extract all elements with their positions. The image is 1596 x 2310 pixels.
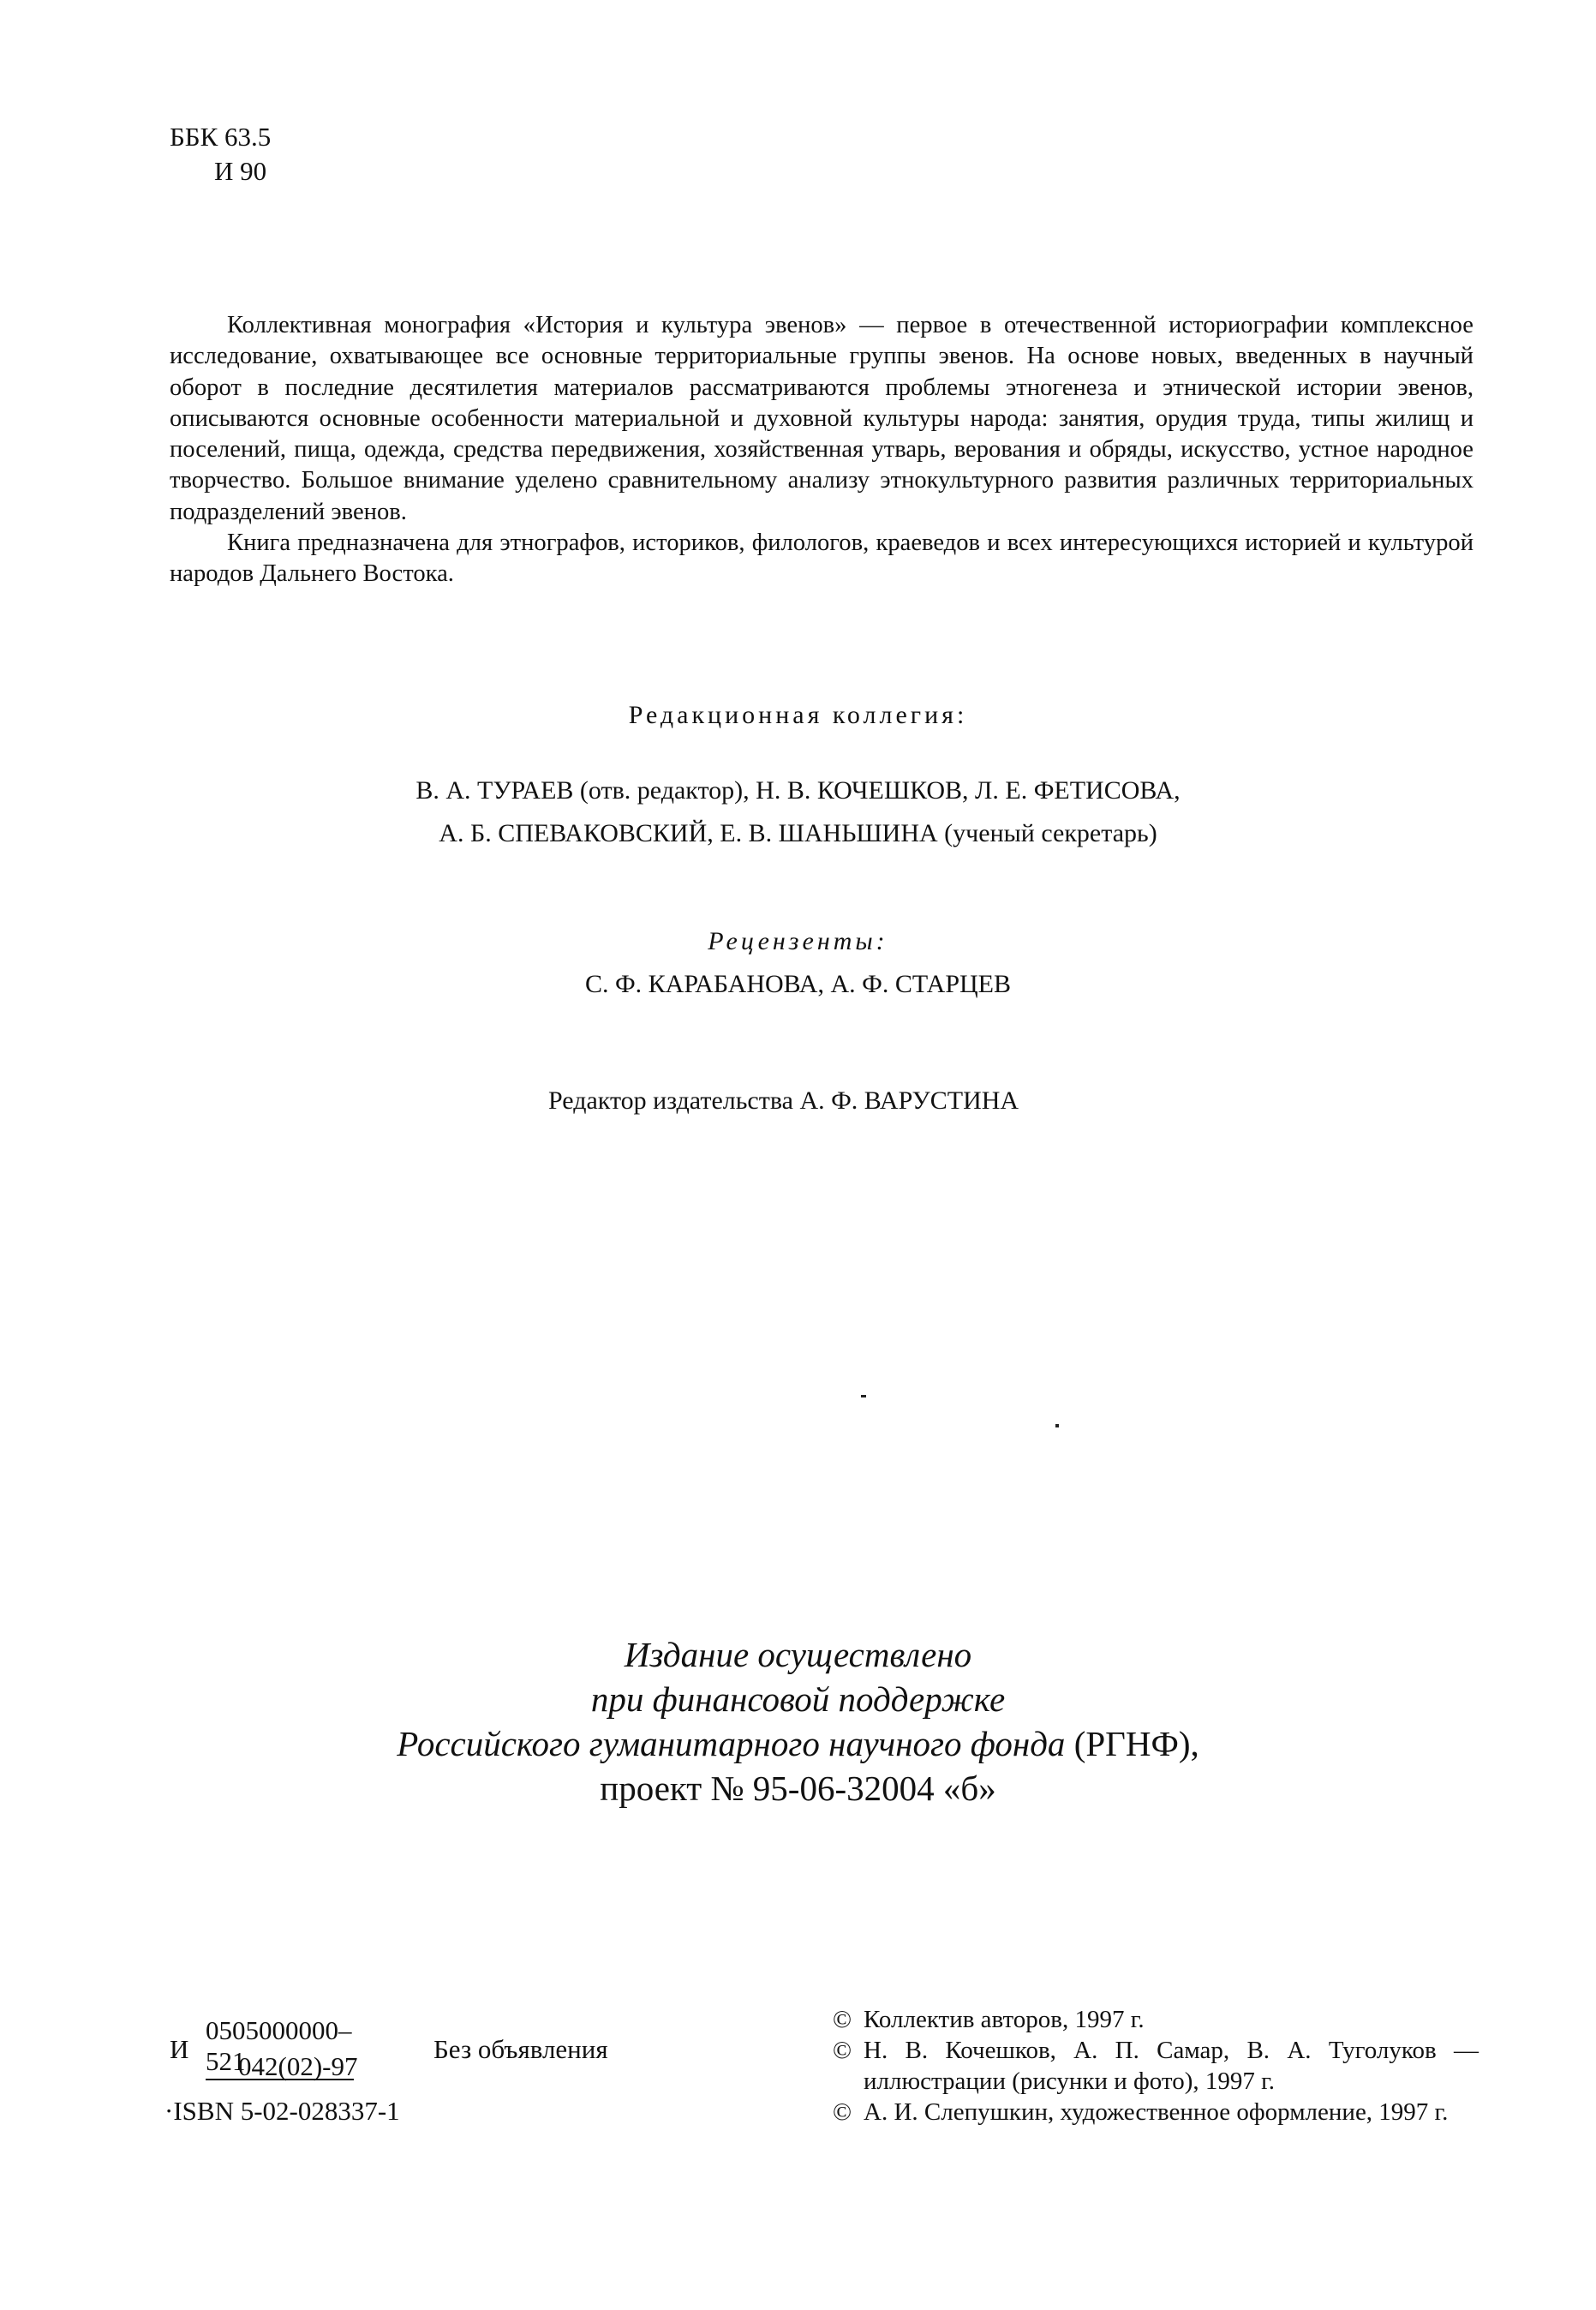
catalog-index-numerator: 0505000000–521 [206,2015,354,2080]
author-mark: И 90 [214,156,267,186]
isbn: ·ISBN 5-02-028337-1 [164,2096,400,2126]
copyright-text: Коллектив авторов, 1997 г. [864,2006,1145,2033]
catalog-index-denominator: 042(02)-97 [238,2051,358,2081]
abstract-paragraph-2: Книга предназначена для этнографов, историков, филологов, краеведов и всех интересующихся историей и культурой народов Дальнего Востока. [170,530,1473,588]
funding-fund-abbr: (РГНФ), [1073,1724,1199,1763]
editorial-board-names [0,769,1596,855]
scan-speck [1055,1424,1059,1427]
copyright-icon: © [833,2037,852,2064]
catalog-index-prefix: И [170,2034,189,2064]
publisher-editor: Редактор издательства А. Ф. ВАРУСТИНА [548,1086,1019,1115]
reviewers-names: С. Ф. КАРАБАНОВА, А. Ф. СТАРЦЕВ [584,970,1012,998]
copyright-text: Н. В. Кочешков, А. П. Самар, В. А. Туголуков — иллюстрации (рисунки и фото), 1997 г. [864,2037,1479,2095]
funding-project-number: проект № 95-06-32004 «б» [600,1768,996,1808]
copyright-icon: © [833,2006,852,2033]
funding-line-3 [0,1721,1596,1766]
editorial-board-line-2: А. Б. СПЕВАКОВСКИЙ, Е. В. ШАНЬШИНА (ученый секретарь) [439,819,1157,847]
funding-note [0,1632,1596,1810]
abstract-paragraph-1: Коллективная монография «История и культура эвенов» — первое в отечественной историографии комплексное исследование, охватывающее все основные территориальные группы эвенов. На основе новых, введенных в научный оборот в последние десятилетия материалов рассматриваются проблемы этногенеза и этнической истории эвенов, описываются основные особенности материальной и духовной культуры народа: занятия, орудия труда, типы жилищ и поселений, пища, одежда, средства передвижения, хозяйственная утварь, верования и обряды, искусство, устное народное творчество. Большое внимание уделено сравнительному анализу этнокультурного развития различных территориальных подразделений эвенов. [170,312,1473,525]
copyright-line [833,2035,1479,2097]
editorial-board-line-1: В. А. ТУРАЕВ (отв. редактор), Н. В. КОЧЕШКОВ, Л. Е. ФЕТИСОВА, [415,776,1181,805]
funding-line-2: при финансовой поддержке [590,1679,1006,1719]
copyright-block [833,2004,1479,2127]
copyright-icon: © [833,2098,852,2126]
funding-line-1: Издание осуществлено [624,1635,972,1674]
catalog-index-note: Без объявления [433,2034,608,2064]
copyright-text: А. И. Слепушкин, художественное оформление, 1997 г. [864,2098,1449,2126]
copyright-line [833,2004,1479,2035]
abstract [170,310,1473,590]
classification-block [170,120,271,189]
copyright-line [833,2097,1479,2127]
editorial-board-heading: Редакционная коллегия: [628,701,968,729]
reviewers-heading: Рецензенты: [708,927,888,955]
scan-speck [861,1395,866,1397]
bbk-code: ББК 63.5 [170,122,272,152]
funding-fund-name: Российского гуманитарного научного фонда [397,1724,1066,1763]
